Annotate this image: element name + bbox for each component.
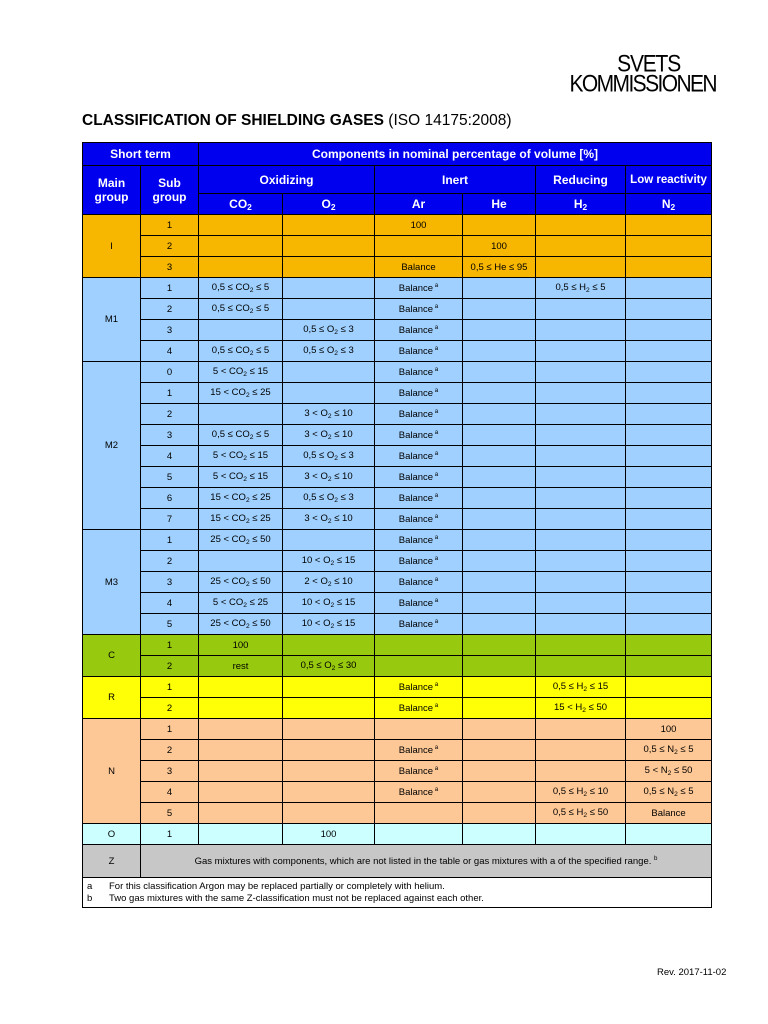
cell-h2 <box>536 236 626 257</box>
cell-h2 <box>536 341 626 362</box>
cell-co2 <box>199 320 283 341</box>
table-row <box>83 761 712 782</box>
cell-co2: 100 <box>199 635 283 656</box>
sub-group-cell: 2 <box>141 236 199 257</box>
cell-ar <box>375 236 463 257</box>
cell-co2: $25 < CO_2 \le 50$ <box>199 614 283 635</box>
cell-he <box>463 320 536 341</box>
cell-co2: $15 < CO_2 \le 25$ <box>199 383 283 404</box>
cell-h2: $0,5 \le H_2 \le 10$ <box>536 782 626 803</box>
cell-o2 <box>283 677 375 698</box>
header-reducing: Reducing <box>536 166 626 194</box>
table-row <box>83 215 712 236</box>
cell-ar: Balance $^a$ <box>375 677 463 698</box>
cell-o2 <box>283 782 375 803</box>
cell-n2: $0,5 \le N_2 \le 5$ <box>626 782 712 803</box>
cell-o2: 100 <box>283 824 375 845</box>
cell-n2 <box>626 656 712 677</box>
revision-date: Rev. 2017-11-02 <box>657 967 727 978</box>
cell-he <box>463 593 536 614</box>
table-row <box>83 593 712 614</box>
footnote-b: b Two gas mixtures with the same Z-classification must not be replaced against each other. <box>87 892 484 904</box>
cell-o2: $3 < O_2 \le 10$ <box>283 509 375 530</box>
cell-h2 <box>536 383 626 404</box>
table-row <box>83 824 712 845</box>
cell-n2: $5 < N_2 \le 50$ <box>626 761 712 782</box>
cell-he <box>463 551 536 572</box>
table-row <box>83 467 712 488</box>
cell-h2: $0,5 \le H_2 \le 15$ <box>536 677 626 698</box>
cell-ar: Balance $^a$ <box>375 383 463 404</box>
cell-he: 0,5 ≤ He ≤ 95 <box>463 257 536 278</box>
table-row <box>83 446 712 467</box>
sub-group-cell: 0 <box>141 362 199 383</box>
cell-co2 <box>199 257 283 278</box>
cell-o2 <box>283 803 375 824</box>
cell-ar: Balance $^a$ <box>375 320 463 341</box>
cell-n2 <box>626 257 712 278</box>
sub-group-cell: 4 <box>141 593 199 614</box>
cell-n2 <box>626 425 712 446</box>
cell-h2 <box>536 551 626 572</box>
logo-line-1: SVETS <box>617 50 680 78</box>
table-row <box>83 404 712 425</box>
sub-group-cell: 4 <box>141 446 199 467</box>
cell-h2 <box>536 719 626 740</box>
header-co2: $CO_2$ <box>199 194 283 215</box>
cell-co2 <box>199 719 283 740</box>
footnotes-row <box>83 878 712 908</box>
table-row <box>83 425 712 446</box>
sub-group-cell: 3 <box>141 257 199 278</box>
cell-n2 <box>626 404 712 425</box>
cell-co2 <box>199 404 283 425</box>
sub-group-cell: 2 <box>141 740 199 761</box>
main-group-cell: M1 <box>83 278 141 362</box>
cell-ar: Balance $^a$ <box>375 467 463 488</box>
cell-o2 <box>283 215 375 236</box>
sub-group-cell: 3 <box>141 425 199 446</box>
cell-n2 <box>626 488 712 509</box>
cell-ar <box>375 824 463 845</box>
table-row <box>83 551 712 572</box>
sub-group-cell: 1 <box>141 677 199 698</box>
table-row <box>83 278 712 299</box>
cell-h2: $0,5 \le H_2 \le 5$ <box>536 278 626 299</box>
svetskommissionen-logo <box>558 50 718 98</box>
main-group-cell: M2 <box>83 362 141 530</box>
header-he: He <box>463 194 536 215</box>
cell-ar <box>375 719 463 740</box>
table-row <box>83 614 712 635</box>
cell-n2: $0,5 \le N_2 \le 5$ <box>626 740 712 761</box>
cell-ar: Balance $^a$ <box>375 488 463 509</box>
cell-he <box>463 761 536 782</box>
cell-co2: $25 < CO_2 \le 50$ <box>199 572 283 593</box>
table-row <box>83 635 712 656</box>
cell-n2 <box>626 698 712 719</box>
cell-o2 <box>283 236 375 257</box>
cell-he <box>463 341 536 362</box>
cell-n2 <box>626 278 712 299</box>
table-row <box>83 509 712 530</box>
cell-n2 <box>626 572 712 593</box>
cell-co2: $15 < CO_2 \le 25$ <box>199 509 283 530</box>
cell-ar <box>375 656 463 677</box>
cell-ar: Balance $^a$ <box>375 509 463 530</box>
cell-co2: $0,5 \le CO_2 \le 5$ <box>199 299 283 320</box>
sub-group-cell: 5 <box>141 803 199 824</box>
cell-he <box>463 488 536 509</box>
cell-o2 <box>283 698 375 719</box>
table-row <box>83 677 712 698</box>
cell-ar: Balance $^a$ <box>375 572 463 593</box>
cell-o2: $0,5 \le O_2 \le 3$ <box>283 320 375 341</box>
table-row <box>83 782 712 803</box>
main-group-cell: C <box>83 635 141 677</box>
main-group-z: Z <box>83 845 141 878</box>
cell-ar <box>375 635 463 656</box>
cell-co2: $0,5 \le CO_2 \le 5$ <box>199 341 283 362</box>
cell-he <box>463 509 536 530</box>
title-main: CLASSIFICATION OF SHIELDING GASES <box>82 112 384 129</box>
cell-he <box>463 446 536 467</box>
cell-n2 <box>626 530 712 551</box>
cell-ar: Balance $^a$ <box>375 593 463 614</box>
cell-he <box>463 614 536 635</box>
cell-h2 <box>536 824 626 845</box>
cell-ar: Balance $^a$ <box>375 299 463 320</box>
page-title <box>82 112 512 130</box>
sub-group-cell: 2 <box>141 299 199 320</box>
main-group-cell: N <box>83 719 141 824</box>
cell-o2 <box>283 635 375 656</box>
cell-o2 <box>283 362 375 383</box>
cell-co2: $0,5 \le CO_2 \le 5$ <box>199 278 283 299</box>
table-row <box>83 572 712 593</box>
cell-h2 <box>536 761 626 782</box>
footnote-a: a For this classification Argon may be replaced partially or completely with helium. <box>87 880 445 892</box>
cell-h2: $15 < H_2 \le 50$ <box>536 698 626 719</box>
cell-o2: $10 < O_2 \le 15$ <box>283 551 375 572</box>
z-description: Gas mixtures with components, which are not listed in the table or gas mixtures with a of the specified range. $^b$ <box>141 845 712 878</box>
main-group-cell: I <box>83 215 141 278</box>
table-row <box>83 488 712 509</box>
header-low-reactivity: Low reactivity <box>626 166 712 194</box>
cell-h2 <box>536 572 626 593</box>
cell-co2: $15 < CO_2 \le 25$ <box>199 488 283 509</box>
cell-n2 <box>626 341 712 362</box>
table-row <box>83 257 712 278</box>
sub-group-cell: 1 <box>141 824 199 845</box>
cell-co2 <box>199 551 283 572</box>
cell-ar: Balance $^a$ <box>375 551 463 572</box>
cell-o2 <box>283 383 375 404</box>
cell-co2 <box>199 677 283 698</box>
header-sub-group: Sub group <box>141 166 199 215</box>
cell-h2 <box>536 404 626 425</box>
table-row-z <box>83 845 712 878</box>
cell-o2 <box>283 719 375 740</box>
header-components: Components in nominal percentage of volume [%] <box>199 143 712 166</box>
header-h2: $H_2$ <box>536 194 626 215</box>
cell-ar: Balance $^a$ <box>375 341 463 362</box>
cell-he <box>463 383 536 404</box>
sub-group-cell: 1 <box>141 719 199 740</box>
cell-h2 <box>536 215 626 236</box>
cell-n2 <box>626 383 712 404</box>
cell-he <box>463 278 536 299</box>
header-o2: $O_2$ <box>283 194 375 215</box>
main-group-cell: O <box>83 824 141 845</box>
cell-he <box>463 698 536 719</box>
table-row <box>83 383 712 404</box>
sub-group-cell: 1 <box>141 383 199 404</box>
cell-h2 <box>536 656 626 677</box>
cell-he <box>463 782 536 803</box>
cell-n2: 100 <box>626 719 712 740</box>
table-row <box>83 530 712 551</box>
header-ar: Ar <box>375 194 463 215</box>
cell-ar: Balance $^a$ <box>375 761 463 782</box>
table-row <box>83 320 712 341</box>
table-row <box>83 740 712 761</box>
cell-h2 <box>536 320 626 341</box>
table-row <box>83 698 712 719</box>
cell-ar: Balance $^a$ <box>375 362 463 383</box>
cell-ar: Balance $^a$ <box>375 446 463 467</box>
cell-he <box>463 404 536 425</box>
header-oxidizing: Oxidizing <box>199 166 375 194</box>
cell-ar: Balance $^a$ <box>375 278 463 299</box>
cell-he <box>463 425 536 446</box>
cell-he <box>463 299 536 320</box>
title-standard: (ISO 14175:2008) <box>388 112 512 129</box>
cell-n2 <box>626 215 712 236</box>
cell-he <box>463 215 536 236</box>
cell-he <box>463 530 536 551</box>
cell-h2 <box>536 488 626 509</box>
shielding-gas-table <box>82 142 712 908</box>
cell-o2 <box>283 278 375 299</box>
cell-n2: Balance <box>626 803 712 824</box>
header-short-term: Short term <box>83 143 199 166</box>
sub-group-cell: 1 <box>141 215 199 236</box>
cell-co2: $25 < CO_2 \le 50$ <box>199 530 283 551</box>
cell-he <box>463 656 536 677</box>
cell-ar: 100 <box>375 215 463 236</box>
header-inert: Inert <box>375 166 536 194</box>
sub-group-cell: 1 <box>141 530 199 551</box>
cell-he <box>463 635 536 656</box>
sub-group-cell: 2 <box>141 404 199 425</box>
cell-o2: $3 < O_2 \le 10$ <box>283 467 375 488</box>
cell-he <box>463 467 536 488</box>
sub-group-cell: 4 <box>141 341 199 362</box>
table-row <box>83 719 712 740</box>
cell-o2: $0,5 \le O_2 \le 30$ <box>283 656 375 677</box>
cell-ar: Balance $^a$ <box>375 740 463 761</box>
cell-ar: Balance $^a$ <box>375 698 463 719</box>
cell-o2 <box>283 530 375 551</box>
cell-he <box>463 362 536 383</box>
cell-h2: $0,5 \le H_2 \le 50$ <box>536 803 626 824</box>
cell-n2 <box>626 236 712 257</box>
cell-he: 100 <box>463 236 536 257</box>
cell-he <box>463 824 536 845</box>
cell-h2 <box>536 614 626 635</box>
cell-ar: Balance $^a$ <box>375 404 463 425</box>
cell-o2: $3 < O_2 \le 10$ <box>283 404 375 425</box>
cell-h2 <box>536 362 626 383</box>
sub-group-cell: 3 <box>141 761 199 782</box>
footnotes <box>83 878 712 908</box>
table-body <box>83 215 712 845</box>
cell-o2: $0,5 \le O_2 \le 3$ <box>283 488 375 509</box>
table-row <box>83 803 712 824</box>
sub-group-cell: 5 <box>141 614 199 635</box>
cell-h2 <box>536 635 626 656</box>
sub-group-cell: 3 <box>141 572 199 593</box>
cell-ar <box>375 803 463 824</box>
cell-o2: $2 < O_2 \le 10$ <box>283 572 375 593</box>
cell-ar: Balance $^a$ <box>375 530 463 551</box>
cell-h2 <box>536 530 626 551</box>
sub-group-cell: 1 <box>141 278 199 299</box>
cell-he <box>463 677 536 698</box>
cell-n2 <box>626 320 712 341</box>
cell-h2 <box>536 299 626 320</box>
cell-co2 <box>199 761 283 782</box>
cell-n2 <box>626 593 712 614</box>
cell-co2 <box>199 740 283 761</box>
table-row <box>83 656 712 677</box>
cell-ar: Balance <box>375 257 463 278</box>
cell-n2 <box>626 362 712 383</box>
cell-ar: Balance $^a$ <box>375 782 463 803</box>
sub-group-cell: 2 <box>141 656 199 677</box>
cell-co2: $0,5 \le CO_2 \le 5$ <box>199 425 283 446</box>
cell-co2 <box>199 824 283 845</box>
cell-h2 <box>536 467 626 488</box>
cell-co2: $5 < CO_2 \le 25$ <box>199 593 283 614</box>
cell-co2 <box>199 803 283 824</box>
main-group-cell: R <box>83 677 141 719</box>
cell-he <box>463 803 536 824</box>
cell-o2: $0,5 \le O_2 \le 3$ <box>283 341 375 362</box>
cell-h2 <box>536 740 626 761</box>
cell-h2 <box>536 509 626 530</box>
cell-o2 <box>283 257 375 278</box>
cell-h2 <box>536 446 626 467</box>
cell-n2 <box>626 446 712 467</box>
sub-group-cell: 6 <box>141 488 199 509</box>
cell-n2 <box>626 467 712 488</box>
cell-co2 <box>199 698 283 719</box>
sub-group-cell: 2 <box>141 698 199 719</box>
cell-o2 <box>283 761 375 782</box>
cell-h2 <box>536 425 626 446</box>
cell-o2: $0,5 \le O_2 \le 3$ <box>283 446 375 467</box>
cell-ar: Balance $^a$ <box>375 425 463 446</box>
cell-he <box>463 740 536 761</box>
cell-n2 <box>626 614 712 635</box>
cell-co2: $5 < CO_2 \le 15$ <box>199 446 283 467</box>
sub-group-cell: 1 <box>141 635 199 656</box>
cell-h2 <box>536 257 626 278</box>
cell-co2: rest <box>199 656 283 677</box>
main-group-cell: M3 <box>83 530 141 635</box>
cell-co2 <box>199 215 283 236</box>
header-main-group: Main group <box>83 166 141 215</box>
cell-n2 <box>626 509 712 530</box>
cell-n2 <box>626 635 712 656</box>
cell-ar: Balance $^a$ <box>375 614 463 635</box>
sub-group-cell: 2 <box>141 551 199 572</box>
sub-group-cell: 5 <box>141 467 199 488</box>
table-row <box>83 236 712 257</box>
cell-co2: $5 < CO_2 \le 15$ <box>199 467 283 488</box>
sub-group-cell: 3 <box>141 320 199 341</box>
sub-group-cell: 4 <box>141 782 199 803</box>
table-row <box>83 299 712 320</box>
cell-co2 <box>199 782 283 803</box>
cell-co2 <box>199 236 283 257</box>
logo-line-2: KOMMISSIONEN <box>569 70 716 98</box>
cell-he <box>463 719 536 740</box>
cell-o2: $3 < O_2 \le 10$ <box>283 425 375 446</box>
cell-n2 <box>626 677 712 698</box>
cell-h2 <box>536 593 626 614</box>
cell-o2: $10 < O_2 \le 15$ <box>283 593 375 614</box>
cell-co2: $5 < CO_2 \le 15$ <box>199 362 283 383</box>
sub-group-cell: 7 <box>141 509 199 530</box>
cell-o2 <box>283 740 375 761</box>
cell-n2 <box>626 299 712 320</box>
cell-he <box>463 572 536 593</box>
cell-n2 <box>626 824 712 845</box>
table-row <box>83 341 712 362</box>
cell-n2 <box>626 551 712 572</box>
cell-o2 <box>283 299 375 320</box>
cell-o2: $10 < O_2 \le 15$ <box>283 614 375 635</box>
header-n2: $N_2$ <box>626 194 712 215</box>
table-row <box>83 362 712 383</box>
